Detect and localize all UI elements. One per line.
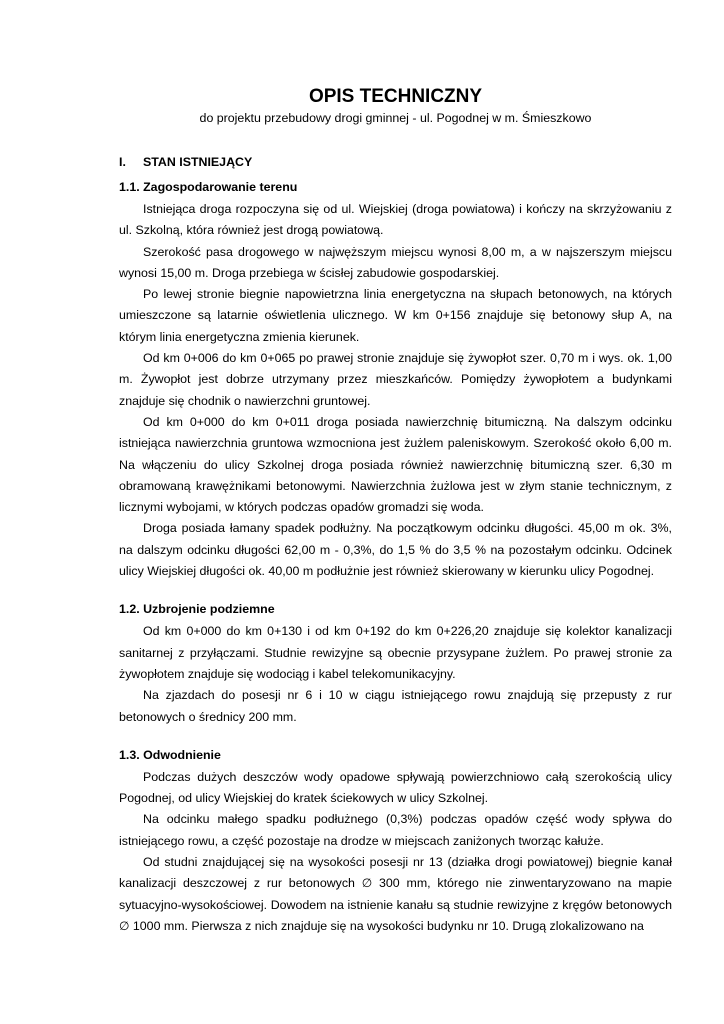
paragraph-text: Od studni znajdującej się na wysokości posesji nr 13 (działka drogi powiatowej) biegnie kanał kanalizacji deszczowej z rur betonowych [119, 855, 672, 891]
paragraph: Po lewej stronie biegnie napowietrzna linia energetyczna na słupach betonowych, na których umieszczone są latarnie oświetlenia ulicznego. W km 0+156 znajduje się betonowy słup A, na którym linia energetyczna zmienia kierunek. [119, 287, 672, 344]
paragraph: Istniejąca droga rozpoczyna się od ul. Wiejskiej (droga powiatowa) i kończy na skrzyżowaniu z ul. Szkolną, która również jest drogą powiatową. [119, 202, 672, 238]
subsection-heading-1-1: 1.1. Zagospodarowanie terenu [119, 180, 298, 194]
paragraph: Podczas dużych deszczów wody opadowe spływają powierzchniowo całą szerokością ulicy Pogodnej, od ulicy Wiejskiej do kratek ściekowych w ulicy Szkolnej. [119, 769, 672, 806]
diameter-symbol: ∅ [119, 918, 130, 933]
section-heading [119, 154, 672, 170]
paragraph: Od km 0+000 do km 0+011 droga posiada nawierzchnię bitumiczną. Na dalszym odcinku istniejąca nawierzchnia gruntowa wzmocniona jest żużlem paleniskowym. Szerokość około 6,00 m. Na włączeniu do ulicy Szkolnej droga posiada również nawierzchnię bitumiczną szer. 6,30 m obramowaną krawężnikami betonowymi. Nawierzchnia żużlowa jest w złym stanie technicznym, z licznymi wybojami, w których podczas opadów gromadzi się woda. [119, 414, 672, 515]
section-title: STAN ISTNIEJĄCY [143, 155, 253, 169]
paragraph [119, 852, 672, 937]
paragraph: Na odcinku małego spadku podłużnego (0,3%) podczas opadów część wody spływa do istniejącego rowu, a część pozostaje na drodze w miejscach zaniżonych tworząc kałuże. [119, 812, 672, 848]
paragraph-text: 1000 mm. Pierwsza z nich znajduje się na wysokości budynku nr 10. Drugą zlokalizowano na [129, 918, 644, 933]
paragraph: Szerokość pasa drogowego w najwęższym miejscu wynosi 8,00 m, a w najszerszym miejscu wynosi 15,00 m. Droga przebiega w ścisłej zabudowie gospodarskiej. [119, 244, 672, 280]
paragraph: Od km 0+000 do km 0+130 i od km 0+192 do km 0+226,20 znajduje się kolektor kanalizacji sanitarnej z przyłączami. Studnie rewizyjne są obecnie przysypane żużlem. Po prawej stronie za żywopłotem znajduje się wodociąg i kabel telekomunikacyjny. [119, 624, 672, 681]
paragraph: Od km 0+006 do km 0+065 po prawej stronie znajduje się żywopłot szer. 0,70 m i wys. ok. 1,00 m. Żywopłot jest dobrze utrzymany przez mieszkańców. Pomiędzy żywopłotem a budynkami znajduje się chodnik o nawierzchni gruntowej. [119, 351, 672, 408]
document-subtitle: do projektu przebudowy drogi gminnej - ul. Pogodnej w m. Śmieszkowo [199, 111, 592, 125]
paragraph-text: 300 mm, którego nie zinwentaryzowano na mapie sytuacyjno-wysokościowej. Dowodem na istnienie kanału są studnie rewizyjne z kręgów betonowych [119, 876, 672, 912]
section-number: I. [119, 155, 126, 169]
document-title: OPIS TECHNICZNY [308, 86, 483, 107]
subsection-heading-1-3: 1.3. Odwodnienie [119, 747, 221, 762]
diameter-symbol: ∅ [361, 876, 373, 891]
subsection-heading-1-2: 1.2. Uzbrojenie podziemne [119, 602, 275, 617]
paragraph: Droga posiada łamany spadek podłużny. Na początkowym odcinku długości. 45,00 m ok. 3%, na dalszym odcinku długości 62,00 m - 0,3%, do 1,5 % do 3,5 % na pozostałym odcinku. Odcinek ulicy Wiejskiej długości ok. 40,00 m podłużnie jest również skierowany w kierunku ulicy Pogodnej. [119, 521, 672, 579]
paragraph: Na zjazdach do posesji nr 6 i 10 w ciągu istniejącego rowu znajdują się przepusty z rur betonowych o średnicy 200 mm. [119, 688, 672, 724]
